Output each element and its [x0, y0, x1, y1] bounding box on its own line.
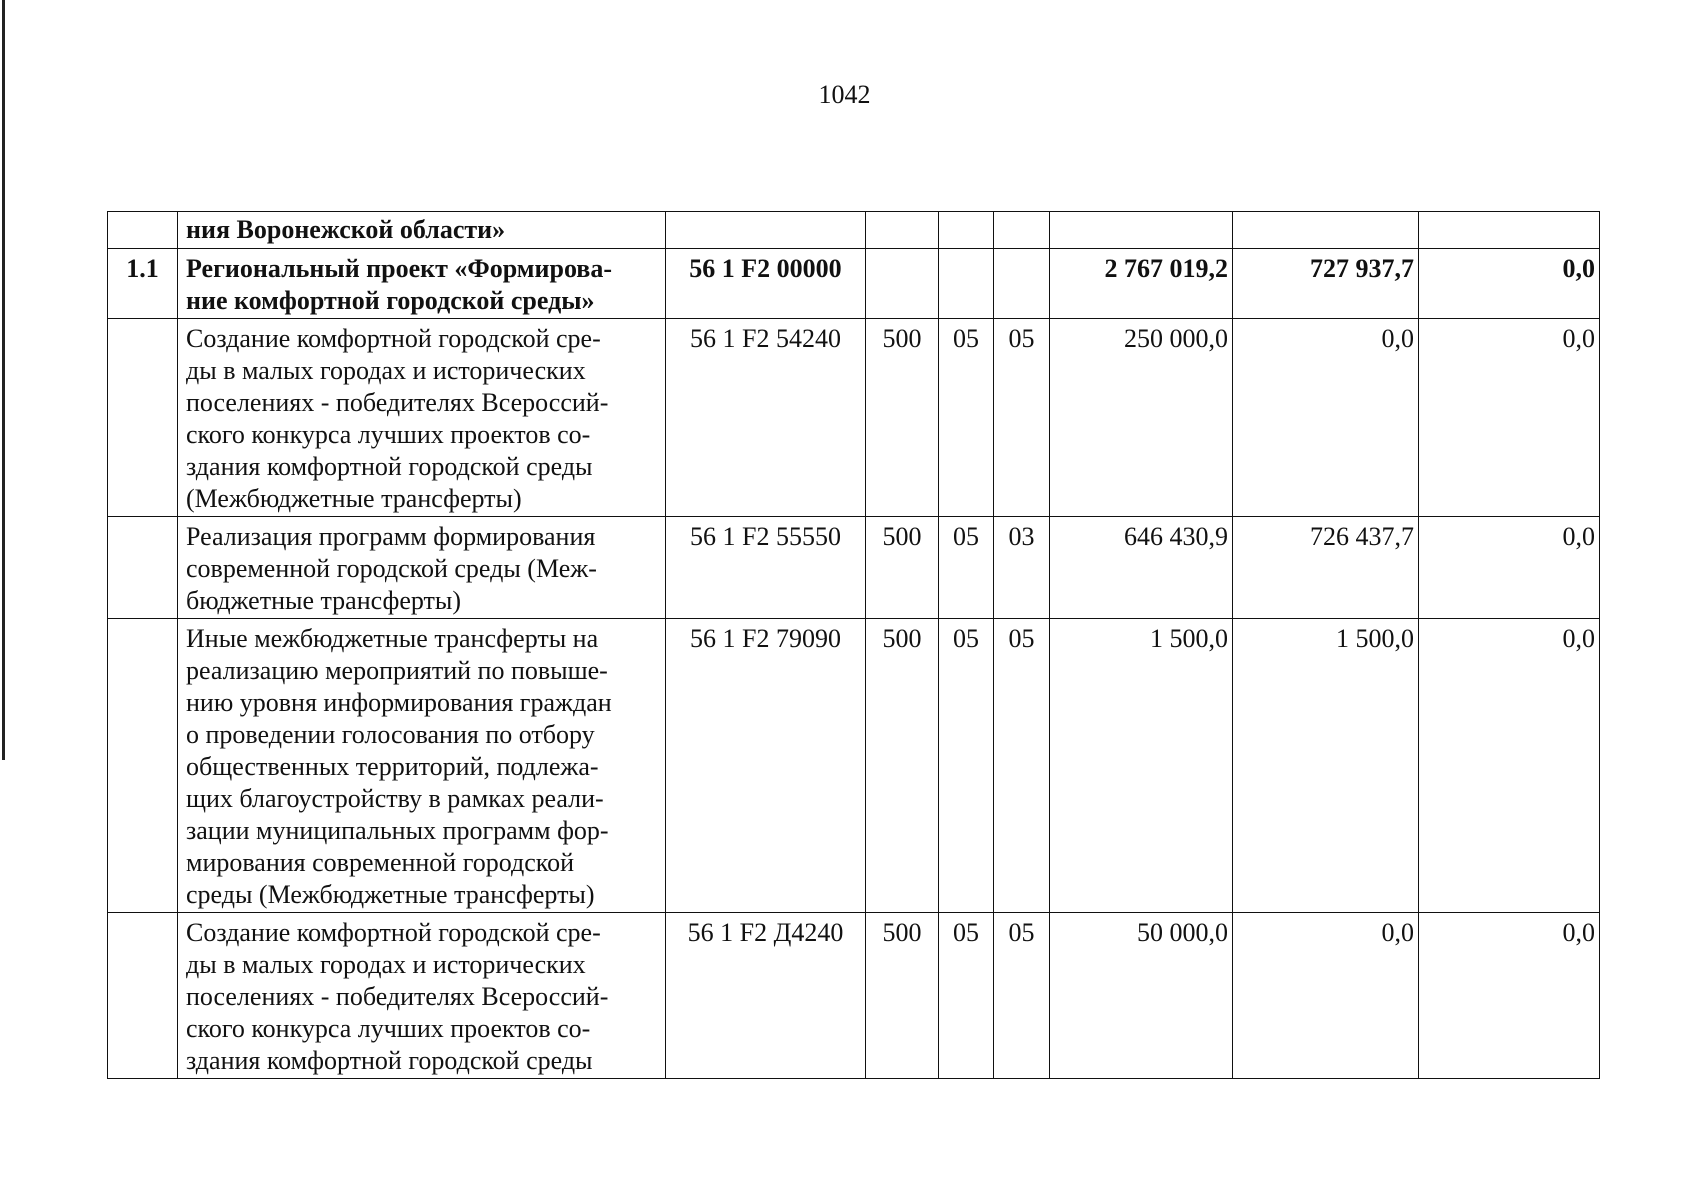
amount-year-1: 2 767 019,2: [1050, 249, 1233, 319]
row-number: 1.1: [108, 249, 178, 319]
row-name: Создание комфортной городской сре- ды в малых городах и исторических поселениях - победителях Всероссий- ского конкурса лучших проектов со- здания комфортной городской среды (Межбюджетные трансферты): [178, 319, 666, 517]
budget-table: [107, 211, 1600, 1079]
amount-year-2: [1233, 212, 1419, 249]
amount-year-2: 727 937,7: [1233, 249, 1419, 319]
section-code: 05: [939, 517, 994, 619]
amount-year-3: 0,0: [1419, 319, 1600, 517]
table-row-project: [108, 249, 1600, 319]
section-code: 05: [939, 619, 994, 913]
row-name: Региональный проект «Формирова- ние комфортной городской среды»: [178, 249, 666, 319]
section-code: [939, 249, 994, 319]
expense-type: 500: [866, 913, 939, 1079]
section-code: [939, 212, 994, 249]
row-number: [108, 319, 178, 517]
amount-year-2: 726 437,7: [1233, 517, 1419, 619]
amount-year-1: [1050, 212, 1233, 249]
table-row: [108, 319, 1600, 517]
amount-year-2: 0,0: [1233, 913, 1419, 1079]
amount-year-1: 50 000,0: [1050, 913, 1233, 1079]
amount-year-1: 1 500,0: [1050, 619, 1233, 913]
row-name: Создание комфортной городской сре- ды в малых городах и исторических поселениях - победителях Всероссий- ского конкурса лучших проектов со- здания комфортной городской среды: [178, 913, 666, 1079]
subsection-code: 03: [994, 517, 1050, 619]
amount-year-3: [1419, 212, 1600, 249]
expense-type: [866, 212, 939, 249]
target-article-code: 56 1 F2 55550: [666, 517, 866, 619]
expense-type: 500: [866, 619, 939, 913]
target-article-code: 56 1 F2 54240: [666, 319, 866, 517]
subsection-code: [994, 212, 1050, 249]
row-number: [108, 913, 178, 1079]
expense-type: [866, 249, 939, 319]
expense-type: 500: [866, 517, 939, 619]
amount-year-2: 0,0: [1233, 319, 1419, 517]
row-number: [108, 619, 178, 913]
subsection-code: 05: [994, 619, 1050, 913]
row-name: Иные межбюджетные трансферты на реализацию мероприятий по повыше- нию уровня информирования граждан о проведении голосования по отбору общественных территорий, подлежа- щих благоустройству в рамках реали- зации муниципальных программ фор- мирования современной городской среды (Межбюджетные трансферты): [178, 619, 666, 913]
scan-edge-line: [2, 0, 5, 760]
amount-year-3: 0,0: [1419, 913, 1600, 1079]
expense-type: 500: [866, 319, 939, 517]
target-article-code: [666, 212, 866, 249]
table-row: [108, 619, 1600, 913]
subsection-code: 05: [994, 319, 1050, 517]
subsection-code: [994, 249, 1050, 319]
amount-year-1: 646 430,9: [1050, 517, 1233, 619]
target-article-code: 56 1 F2 00000: [666, 249, 866, 319]
table-row: [108, 913, 1600, 1079]
row-number: [108, 212, 178, 249]
page-number: 1042: [818, 80, 871, 109]
amount-year-3: 0,0: [1419, 249, 1600, 319]
row-name: Реализация программ формирования современной городской среды (Меж- бюджетные трансферты): [178, 517, 666, 619]
amount-year-1: 250 000,0: [1050, 319, 1233, 517]
table-row-continuation: [108, 212, 1600, 249]
target-article-code: 56 1 F2 79090: [666, 619, 866, 913]
target-article-code: 56 1 F2 Д4240: [666, 913, 866, 1079]
table-row: [108, 517, 1600, 619]
section-code: 05: [939, 319, 994, 517]
row-number: [108, 517, 178, 619]
amount-year-2: 1 500,0: [1233, 619, 1419, 913]
amount-year-3: 0,0: [1419, 517, 1600, 619]
amount-year-3: 0,0: [1419, 619, 1600, 913]
row-name: ния Воронежской области»: [178, 212, 666, 249]
section-code: 05: [939, 913, 994, 1079]
subsection-code: 05: [994, 913, 1050, 1079]
